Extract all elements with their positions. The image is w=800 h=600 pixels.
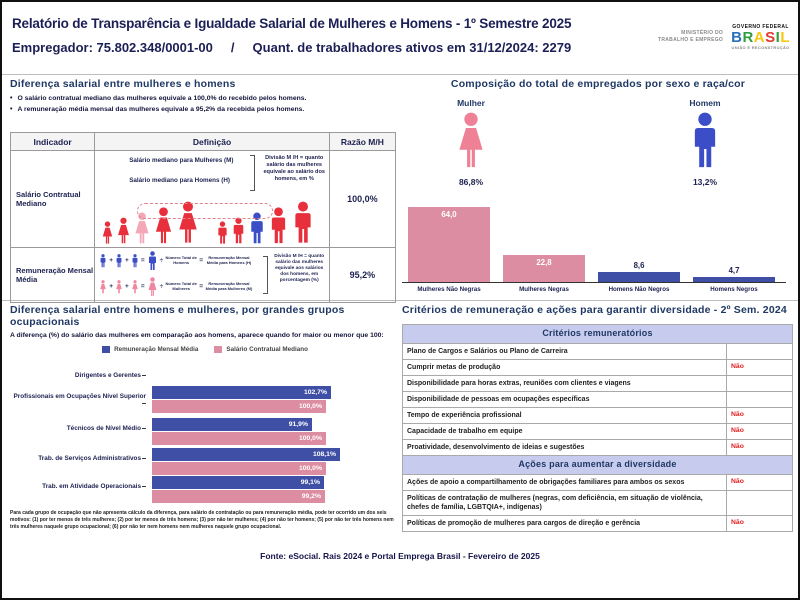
criteria-row (403, 375, 793, 391)
criteria-label: Tempo de experiência profissional (403, 408, 727, 424)
division-explainer: Divisão M /H = quanto salário das mulheres equivale ao salário dos homens, em % (263, 155, 325, 182)
bar-value-label: 22,8 (536, 258, 552, 267)
women-average-formula (99, 277, 253, 297)
bar-value-label: 8,6 (633, 261, 645, 270)
bar-value-label: 99,1% (300, 479, 320, 486)
wage-gap-section (10, 78, 398, 113)
bar-value-label: 64,0 (441, 210, 457, 219)
criteria-label: Proatividade, desenvolvimento de ideias e sugestões (403, 440, 727, 456)
indicator-table-header-row (11, 133, 396, 151)
dashed-connector (137, 203, 273, 219)
employer-line (12, 40, 642, 55)
composition-chart-area (402, 198, 786, 283)
occupation-label: Trab. em Atividade Operacionais (10, 483, 146, 490)
occupation-label: Dirigentes e Gerentes (10, 372, 146, 379)
criteria-section-title: Ações para aumentar a diversidade (403, 456, 793, 475)
brasil-letter: S (765, 29, 776, 46)
man-icon (131, 254, 139, 268)
occupational-section (10, 304, 400, 530)
criteria-row (403, 440, 793, 456)
man-icon (291, 201, 315, 245)
brasil-letter: L (780, 29, 790, 46)
composition-chart (402, 198, 790, 306)
criteria-value: Não (727, 408, 793, 424)
occupational-footnote: Para cada grupo de ocupação que não apresenta cálculo da diferença, para salário de contratação ou para remuneração média, pode ter ocorrido um dos seis motivos: (1) por ter menos de três mulheres; (2) por ter menos de três homens; (3) por não ter mulheres; (4) por não ter homens; (5) por não ter três homens nem três mulheres naquele grupo ocupacional; (6) por não ter nem homens nem mulheres naquele grupo ocupacional. (10, 510, 394, 530)
formula-result: Remuneração Mensal Média para Mulheres (M) (205, 281, 253, 291)
divide-operator: ÷ (159, 256, 164, 264)
woman-icon (99, 280, 107, 294)
man-icon (231, 217, 246, 245)
bar-value-label: 99,2% (301, 493, 321, 500)
median-men-label: Salário mediano para Homens (H) (129, 177, 230, 184)
indicator-table (10, 132, 396, 303)
woman-icon (115, 280, 123, 294)
ministry-logo: MINISTÉRIO DO TRABALHO E EMPREGO (657, 29, 724, 43)
occupation-bar (152, 418, 312, 431)
occupation-label: Trab. de Serviços Administrativos (10, 455, 146, 462)
woman-icon (101, 221, 114, 245)
occupation-bar (152, 432, 326, 445)
division-explainer: Divisão M /H = quanto salário das mulheres equivale aos salários dos homens, em porcentagem (%) (274, 254, 325, 283)
median-ratio-value: 100,0% (329, 151, 395, 248)
man-figure (670, 112, 740, 175)
page-title: Relatório de Transparência e Igualdade Salarial de Mulheres e Homens - 1º Semestre 2025 (12, 16, 572, 31)
bar-value-label: 102,7% (303, 389, 327, 396)
legend-swatch (214, 346, 222, 353)
men-average-formula (99, 251, 253, 271)
legend-label: Remuneração Mensal Média (114, 346, 199, 353)
bullet-item (10, 106, 398, 113)
criteria-section-title: Critérios remuneratórios (403, 325, 793, 344)
occupational-subtitle: A diferença (%) do salário das mulheres em comparação aos homens, aparece quando for maior ou menor que 100: (10, 332, 384, 339)
indicator-name: Remuneração Mensal Média (11, 248, 95, 303)
man-icon (147, 251, 158, 271)
bullet-item (10, 95, 398, 102)
legend-item (102, 346, 198, 353)
formula-divisor: Número Total de Mulheres (165, 281, 197, 291)
criteria-value (727, 375, 793, 391)
bullet-text: A remuneração média mensal das mulheres equivale a 95,2% da recebida pelos homens. (17, 106, 305, 113)
report-header (12, 16, 642, 55)
brasil-letter: I (775, 29, 781, 46)
criteria-label: Cumprir metas de produção (403, 359, 727, 375)
bracket-icon (250, 155, 255, 191)
criteria-row (403, 475, 793, 491)
criteria-label: Disponibilidade de pessoas em ocupações específicas (403, 391, 727, 407)
mean-ratio-value: 95,2% (329, 248, 395, 303)
criteria-value: Não (727, 440, 793, 456)
criteria-label: Políticas de contratação de mulheres (negras, com deficiência, em situação de violência, chefes de família, LGBTQIA+, indígenas) (403, 491, 727, 516)
brasil-logo (731, 24, 790, 50)
equals-operator: = (199, 256, 203, 264)
criteria-value: Não (727, 359, 793, 375)
female-label: Mulher (457, 98, 485, 108)
male-percentage: 13,2% (692, 177, 718, 187)
uniao-reconstrucao-label: UNIÃO E RECONSTRUÇÃO (731, 45, 790, 50)
chart-legend (10, 346, 400, 353)
occupation-label: Técnicos de Nível Médio (10, 425, 146, 432)
composition-section (402, 78, 794, 293)
male-label: Homem (689, 98, 721, 108)
brasil-letter: B (731, 29, 743, 46)
equals-operator: = (140, 282, 145, 290)
woman-icon (147, 277, 158, 297)
brasil-wordmark (731, 30, 790, 45)
occupation-bar (152, 476, 324, 489)
criteria-row (403, 491, 793, 516)
wage-gap-heading: Diferença salarial entre mulheres e homens (10, 78, 236, 90)
criteria-section (402, 304, 792, 528)
female-percentage: 86,8% (458, 177, 484, 187)
median-salary-row (11, 151, 396, 248)
criteria-row (403, 408, 793, 424)
criteria-row (403, 424, 793, 440)
occupation-bar (152, 462, 326, 475)
median-salary-diagram (95, 151, 329, 247)
bar-category-label: Homens Negros (710, 286, 758, 293)
plus-operator: + (109, 282, 114, 290)
criteria-value: Não (727, 516, 793, 532)
indicator-name: Salário Contratual Mediano (11, 151, 95, 248)
col-definicao: Definição (95, 133, 330, 151)
criteria-value (727, 343, 793, 359)
source-footer: Fonte: eSocial. Rais 2024 e Portal Emprega Brasil - Fevereiro de 2025 (260, 551, 540, 561)
criteria-value: Não (727, 424, 793, 440)
occupation-bar (152, 400, 326, 413)
criteria-row (403, 343, 793, 359)
formula-result: Remuneração Mensal Média para Homens (H) (206, 255, 252, 265)
brasil-letter: A (753, 29, 766, 46)
criteria-label: Disponibilidade para horas extras, reuniões com clientes e viagens (403, 375, 727, 391)
woman-figure (436, 112, 506, 175)
equals-operator: = (199, 282, 203, 290)
woman-icon (131, 280, 139, 294)
man-icon (216, 221, 229, 245)
occupation-bar (152, 448, 340, 461)
bullet-text: O salário contratual mediano das mulheres equivale a 100,0% do recebido pelos homens. (17, 95, 307, 102)
bar-value-label: 100,0% (298, 435, 322, 442)
bar-category-label: Mulheres Não Negras (417, 286, 481, 293)
criteria-label: Capacidade de trabalho em equipe (403, 424, 727, 440)
active-workers-count: Quant. de trabalhadores ativos em 31/12/2024: 2279 (252, 40, 572, 55)
bar-value-label: 4,7 (728, 266, 740, 275)
plus-operator: + (125, 256, 129, 264)
bar-category-label: Homens Não Negros (608, 286, 670, 293)
criteria-row (403, 359, 793, 375)
criteria-table-body (403, 325, 793, 532)
col-indicador: Indicador (11, 133, 95, 151)
male-group (670, 98, 740, 187)
governo-federal-label: GOVERNO FEDERAL (732, 24, 789, 30)
gov-logos (651, 24, 790, 50)
criteria-row (403, 516, 793, 532)
woman-icon (116, 217, 131, 245)
criteria-section-header (403, 325, 793, 344)
brasil-letter: R (742, 29, 754, 46)
composition-bar (693, 277, 775, 282)
criteria-heading: Critérios de remuneração e ações para garantir diversidade - 2º Sem. 2024 (402, 304, 787, 316)
woman-icon (455, 112, 487, 170)
man-icon (99, 254, 107, 268)
legend-swatch (102, 346, 110, 353)
employer-id: Empregador: 75.802.348/0001-00 (12, 40, 213, 55)
man-icon (689, 112, 721, 170)
criteria-label: Ações de apoio a compartilhamento de obrigações familiares para ambos os sexos (403, 475, 727, 491)
bar-value-label: 100,0% (298, 465, 322, 472)
divide-operator: ÷ (159, 282, 164, 290)
wage-gap-bullets (10, 95, 398, 113)
mean-salary-row (11, 248, 396, 303)
bar-value-label: 108,1% (312, 451, 336, 458)
plus-operator: + (125, 282, 129, 290)
separator: / (230, 40, 235, 55)
occupation-label: Profissionais em Ocupações Nível Superior (10, 393, 146, 407)
occupational-heading: Diferença salarial entre homens e mulheres, por grandes grupos ocupacionais (10, 304, 345, 328)
plus-operator: + (109, 256, 114, 264)
composition-heading: Composição do total de empregados por sexo e raça/cor (450, 78, 746, 90)
man-icon (115, 254, 123, 268)
criteria-value (727, 491, 793, 516)
legend-item (214, 346, 308, 353)
bullet-dot: • (10, 106, 13, 113)
criteria-section-header (403, 456, 793, 475)
header-divider (2, 74, 798, 75)
criteria-label: Políticas de promoção de mulheres para cargos de direção e gerência (403, 516, 727, 532)
bar-value-label: 100,0% (298, 403, 322, 410)
occupation-bar (152, 386, 331, 399)
criteria-label: Plano de Cargos e Salários ou Plano de Carreira (403, 343, 727, 359)
composition-bar (598, 272, 680, 282)
bracket-icon (263, 256, 268, 294)
median-women-label: Salário mediano para Mulheres (M) (129, 157, 234, 164)
female-group (436, 98, 506, 187)
bullet-dot: • (10, 95, 13, 102)
bar-category-label: Mulheres Negras (519, 286, 569, 293)
equals-operator: = (140, 256, 145, 264)
mean-salary-diagram (95, 248, 329, 302)
criteria-value: Não (727, 475, 793, 491)
criteria-table (402, 324, 793, 532)
bar-value-label: 91,9% (288, 421, 308, 428)
criteria-row (403, 391, 793, 407)
formula-divisor: Número Total de Homens (165, 255, 197, 265)
col-razao: Razão M/H (329, 133, 395, 151)
occupational-chart (10, 366, 400, 510)
legend-label: Salário Contratual Mediano (226, 346, 308, 353)
criteria-value (727, 391, 793, 407)
occupation-bar (152, 490, 325, 503)
